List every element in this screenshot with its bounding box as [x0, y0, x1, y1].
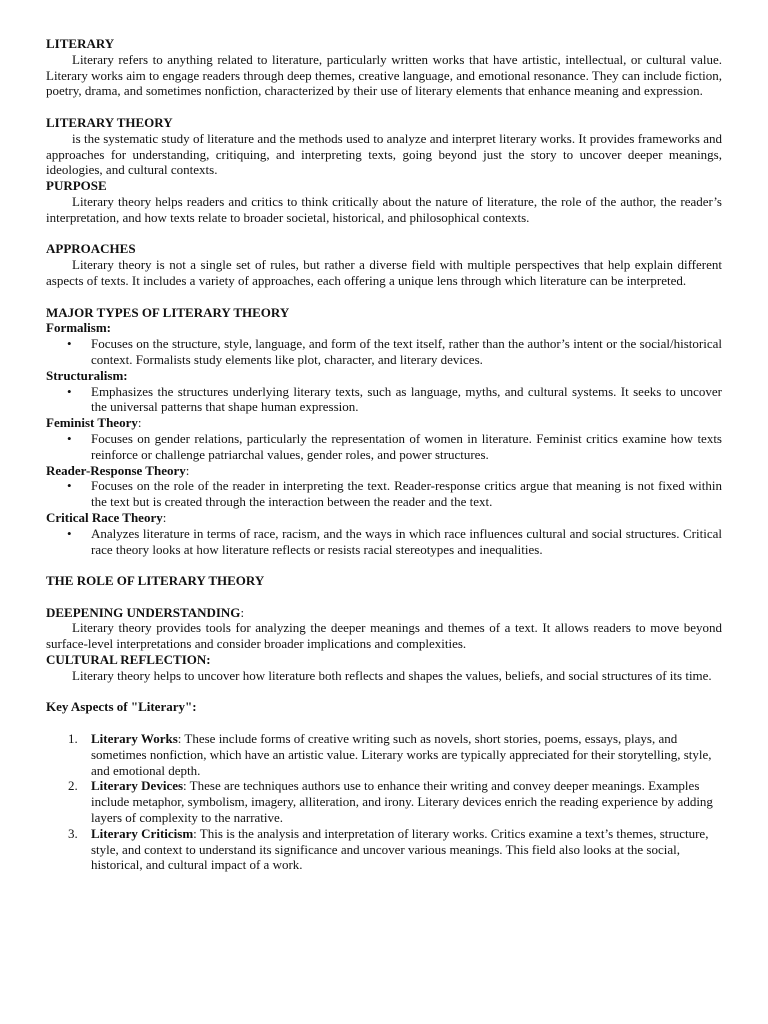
spacer: [46, 289, 722, 305]
spacer: [46, 715, 722, 731]
heading-literary: LITERARY: [46, 36, 115, 51]
theory-type-title: Structuralism:: [46, 367, 128, 383]
heading-role: THE ROLE OF LITERARY THEORY: [46, 573, 265, 589]
heading-approaches: APPROACHES: [46, 241, 136, 257]
theory-type-structuralism: [46, 368, 722, 415]
theory-type-description: • Focuses on gender relations, particularly the representation of women in literature. Feminist critics examine how texts reinforce or challenge patriarchal values, gender roles, and power structures.: [91, 431, 722, 463]
heading-purpose: PURPOSE: [46, 178, 107, 194]
theory-type-title: Feminist Theory:: [46, 415, 142, 431]
list-item: 1. Literary Works: These include forms of creative writing such as novels, short stories, poems, essays, plays, and sometimes nonfiction, which have an artistic value. Literary works are typically appreciated for their storytelling, style, and emotional depth.: [68, 731, 712, 778]
heading-cultural: CULTURAL REFLECTION:: [46, 652, 211, 668]
spacer: [46, 99, 722, 115]
theory-type-description: • Emphasizes the structures underlying literary texts, such as language, myths, and cultural systems. It seeks to uncover the universal patterns that shape human expression.: [91, 384, 722, 416]
list-item: 2. Literary Devices: These are techniques authors use to enhance their writing and convey deeper meanings. Examples include metaphor, symbolism, imagery, alliteration, and irony. Literary devices enrich the reading experience by adding layers of complexity to the narrative.: [68, 778, 713, 826]
theory-type-description: • Focuses on the structure, style, language, and form of the text itself, rather than the author’s intent or the social/historical context. Formalists study elements like plot, character, and literary devices.: [91, 336, 722, 368]
spacer: [46, 684, 722, 700]
theory-type-description: • Analyzes literature in terms of race, racism, and the ways in which race influences cultural and social structures. Critical race theory looks at how literature reflects or resists racial stereotypes and inequalities.: [91, 526, 722, 558]
spacer: [46, 557, 722, 573]
purpose-paragraph: Literary theory helps readers and critics to think critically about the nature of literature, the role of the author, the reader’s interpretation, and how texts relate to broader societal, historical, and philosophical contexts.: [46, 193, 722, 225]
literary-theory-paragraph: is the systematic study of literature and the methods used to analyze and interpret literary works. It provides frameworks and approaches for understanding, critiquing, and interpreting texts, going beyond just the story to uncover deeper meanings, ideologies, and cultural contexts.: [46, 130, 722, 178]
heading-literary-theory: LITERARY THEORY: [46, 114, 173, 130]
theory-type-title: Reader-Response Theory:: [46, 462, 190, 478]
literary-paragraph: Literary refers to anything related to literature, particularly written works that have artistic, intellectual, or cultural value. Literary works aim to engage readers through deep themes, creative language, and emotional resonance. They can include fiction, poetry, drama, and sometimes nonfiction, characterized by their use of literary elements that enhance meaning and expression.: [46, 51, 722, 99]
deepening-paragraph: Literary theory provides tools for analyzing the deeper meanings and themes of a text. It allows readers to move beyond surface-level interpretations and consider broader implications and complexities.: [46, 620, 722, 652]
theory-type-feminist: [46, 415, 722, 462]
theory-type-critical-race: [46, 510, 722, 557]
theory-type-title: Formalism:: [46, 320, 111, 336]
theory-type-formalism: [46, 320, 722, 367]
cultural-paragraph: Literary theory helps to uncover how literature both reflects and shapes the values, beliefs, and social structures of its time.: [72, 667, 712, 683]
heading-key-aspects: Key Aspects of "Literary":: [46, 699, 197, 715]
heading-major-types: MAJOR TYPES OF LITERARY THEORY: [46, 304, 290, 320]
theory-type-reader-response: [46, 463, 722, 510]
list-item: 3. Literary Criticism: This is the analysis and interpretation of literary works. Critics examine a text’s themes, structure, style, and context to understand its significance and uncover various meanings. This field also looks at the social, historical, and cultural impact of a work.: [68, 825, 709, 873]
key-aspects-list: [46, 731, 722, 873]
spacer: [46, 589, 722, 605]
approaches-paragraph: Literary theory is not a single set of rules, but rather a diverse field with multiple perspectives that help explain different aspects of texts. It includes a variety of approaches, each offering a unique lens through which literature can be interpreted.: [46, 257, 722, 288]
spacer: [46, 226, 722, 242]
heading-deepening: DEEPENING UNDERSTANDING:: [46, 604, 245, 620]
theory-type-title: Critical Race Theory:: [46, 509, 167, 525]
theory-type-description: • Focuses on the role of the reader in interpreting the text. Reader-response critics argue that meaning is not fixed within the text but is created through the interaction between the reader and the text.: [91, 478, 722, 510]
